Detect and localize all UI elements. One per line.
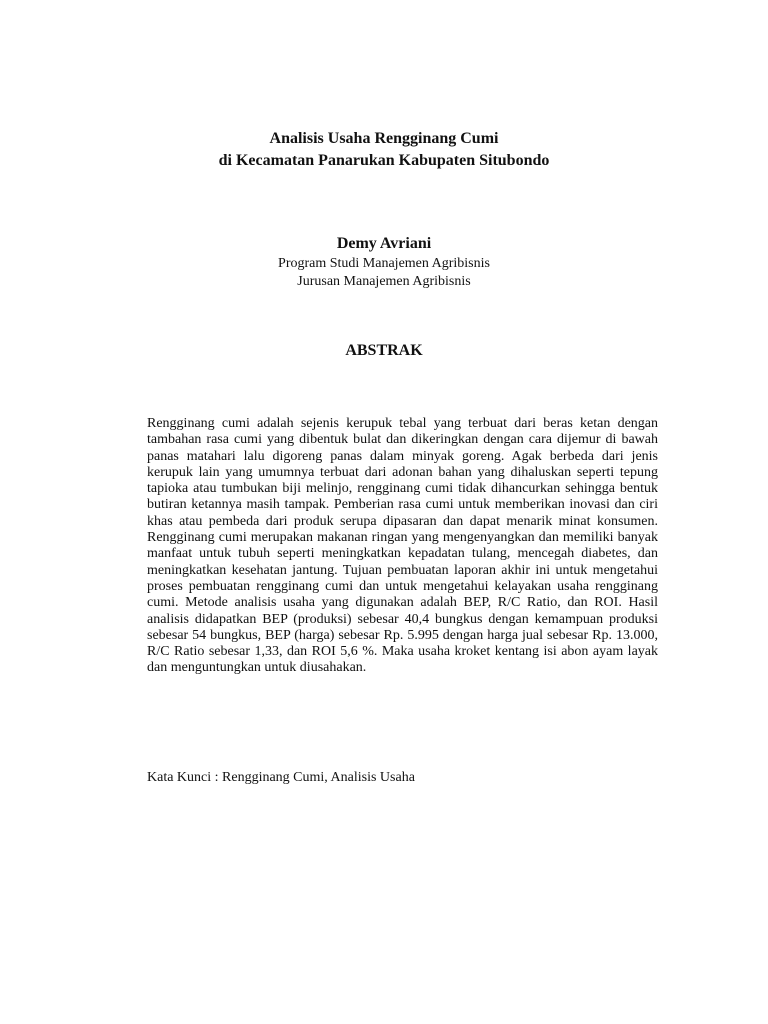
author-block — [0, 233, 768, 291]
paper-title-line-2: di Kecamatan Panarukan Kabupaten Situbondo — [218, 152, 550, 169]
author-name: Demy Avriani — [336, 235, 432, 252]
affiliation-program: Program Studi Manajemen Agribisnis — [278, 256, 490, 271]
abstract-body: Rengginang cumi adalah sejenis kerupuk tebal yang terbuat dari beras ketan dengan tambahan rasa cumi yang dibentuk bulat dan dikeringkan dengan cara dijemur di bawah panas matahari lalu digoreng panas dalam minyak goreng. Agak berbeda dari jenis kerupuk lain yang umumnya terbuat dari adonan bahan yang dihaluskan seperti tepung tapioka atau tumbukan biji melinjo, rengginang cumi tidak dihancurkan sehingga bentuk butiran ketannya masih tampak. Pemberian rasa cumi untuk memberikan inovasi dan ciri khas atau pembeda dari produk serupa dipasaran dan dapat menarik minat konsumen. Rengginang cumi merupakan makanan ringan yang mengenyangkan dan memiliki banyak manfaat untuk tubuh seperti meningkatkan kepadatan tulang, mencegah diabetes, dan meningkatkan kesehatan jantung. Tujuan pembuatan laporan akhir ini untuk mengetahui proses pembuatan rengginang cumi dan untuk mengetahui kelayakan usaha rengginang cumi. Metode analisis usaha yang digunakan adalah BEP, R/C Ratio, dan ROI. Hasil analisis didapatkan BEP (produksi) sebesar 40,4 bungkus dengan kemampuan produksi sebesar 54 bungkus, BEP (harga) sebesar Rp. 5.995 dengan harga jual sebesar Rp. 13.000, R/C Ratio sebesar 1,33, dan ROI 5,6 %. Maka usaha kroket kentang isi abon ayam layak dan menguntungkan untuk diusahakan. — [147, 416, 658, 676]
affiliation-department: Jurusan Manajemen Agribisnis — [297, 274, 471, 289]
title-block — [0, 128, 768, 172]
paper-title-line-1: Analisis Usaha Rengginang Cumi — [269, 130, 499, 147]
abstract-heading: ABSTRAK — [345, 342, 423, 359]
keywords: Kata Kunci : Rengginang Cumi, Analisis Usaha — [147, 770, 415, 785]
